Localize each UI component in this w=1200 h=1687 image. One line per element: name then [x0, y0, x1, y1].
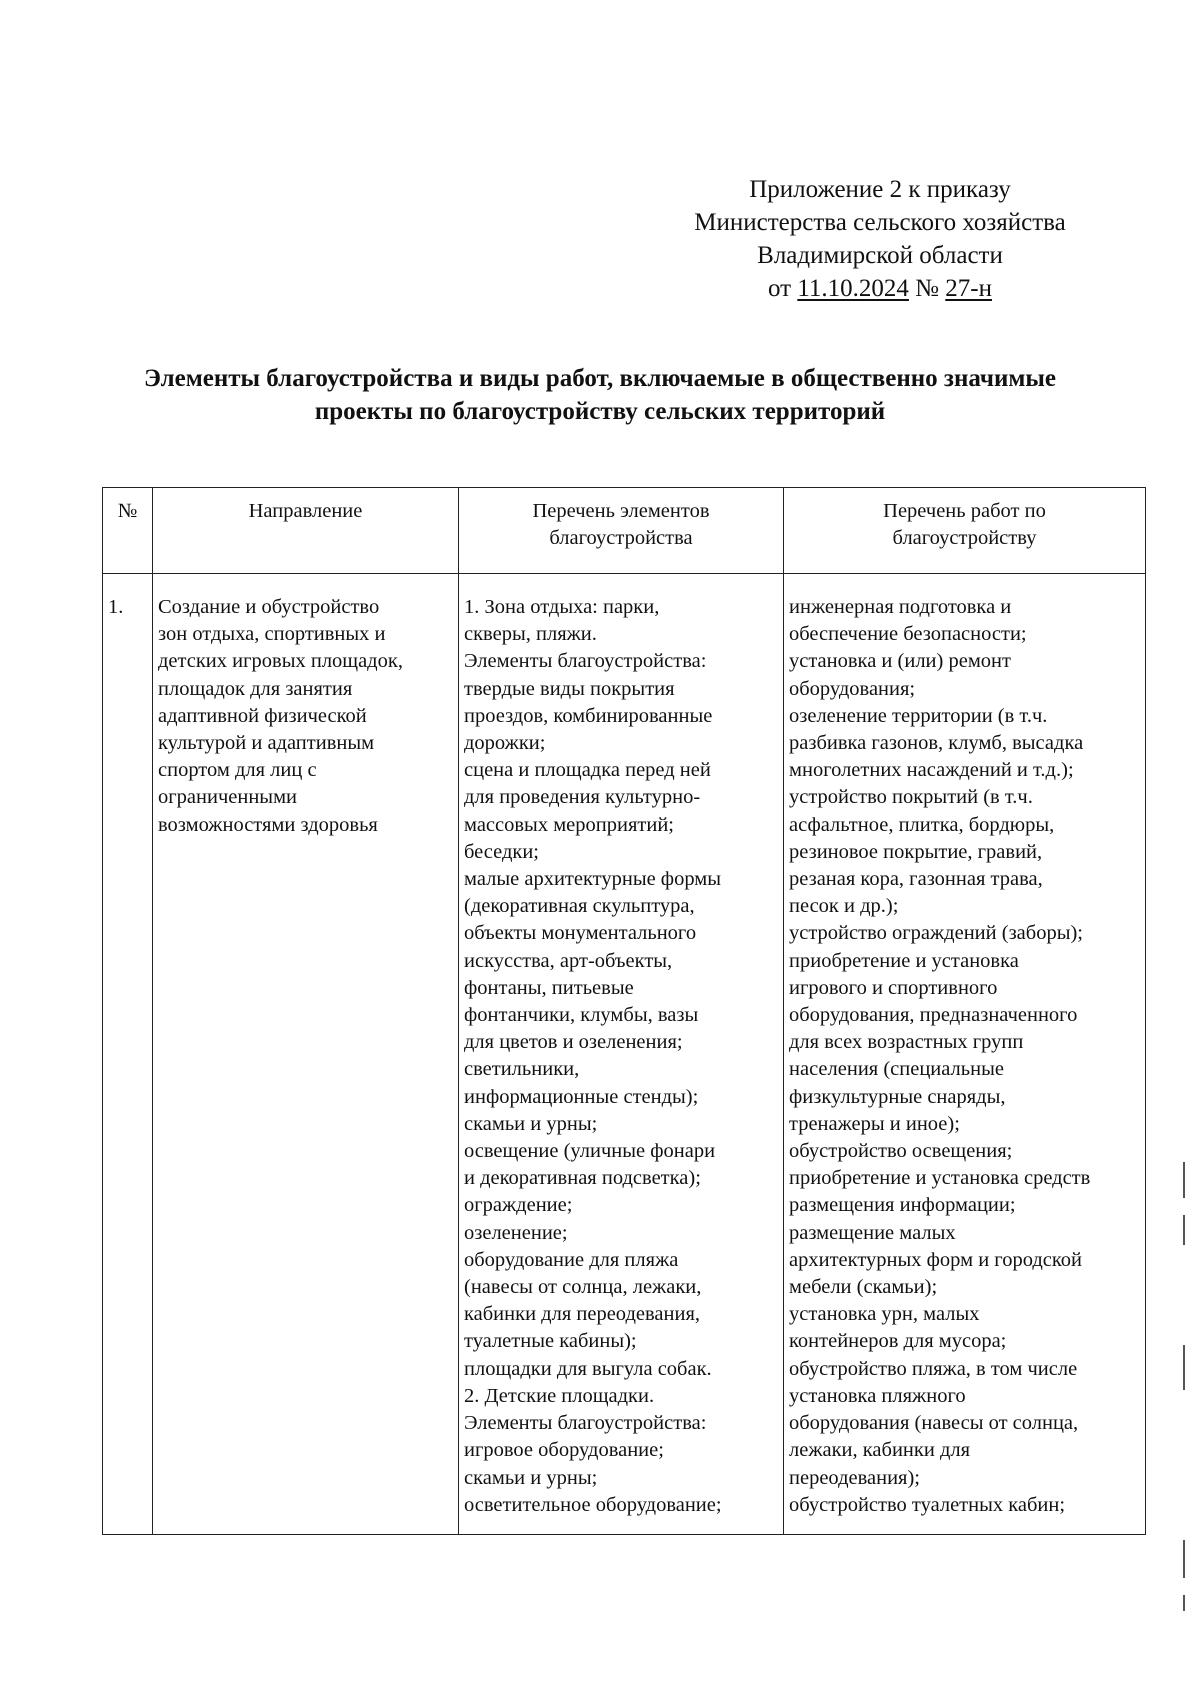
elements-line: скамьи и урны; [464, 1466, 598, 1489]
row-number-cell [103, 574, 153, 1535]
order-number: 27-н [945, 275, 992, 302]
appendix-line-4 [640, 272, 1120, 305]
elements-line: (декоративная скульптура, [464, 895, 695, 918]
header-works [784, 488, 1146, 574]
elements-line: Элементы благоустройства: [464, 1412, 707, 1435]
scan-mark [1183, 1162, 1185, 1198]
elements-line: озеленение; [464, 1221, 568, 1244]
works-line: песок и др.); [789, 895, 899, 918]
works-line: резаная кора, газонная трава, [789, 868, 1043, 891]
header-elements-line-2: благоустройства [549, 527, 693, 550]
elements-line: скверы, пляжи. [464, 623, 597, 646]
elements-line: массовых мероприятий; [464, 813, 674, 836]
works-line: тренажеры и иное); [789, 1112, 960, 1135]
scan-mark [1183, 1595, 1185, 1611]
header-direction: Направление [153, 488, 459, 574]
elements-cell [459, 574, 784, 1535]
direction-line: Создание и обустройство [158, 596, 380, 618]
direction-cell [153, 574, 459, 1535]
direction-line: ограниченными [158, 786, 298, 809]
elements-line: проездов, комбинированные [464, 704, 713, 727]
elements-line: туалетные кабины); [464, 1330, 637, 1353]
direction-line: зон отдыха, спортивных и [158, 623, 386, 646]
works-line: приобретение и установка [789, 949, 1019, 972]
works-line: инженерная подготовка и [789, 596, 1012, 618]
scan-mark [1183, 1540, 1185, 1578]
direction-line: детских игровых площадок, [158, 650, 403, 673]
direction-line: возможностями здоровья [158, 813, 378, 836]
works-line: асфальтное, плитка, бордюры, [789, 813, 1055, 836]
elements-line: сцена и площадка перед ней [464, 759, 711, 782]
works-line: обустройство пляжа, в том числе [789, 1357, 1078, 1380]
elements-line: площадки для выгула собак. [464, 1357, 712, 1380]
elements-line: 1. Зона отдыха: парки, [464, 596, 660, 618]
appendix-line-3: Владимирской области [757, 242, 1003, 269]
elements-line: объекты монументального [464, 922, 697, 945]
order-date: 11.10.2024 [797, 275, 909, 302]
elements-line: для цветов и озеленения; [464, 1031, 683, 1054]
header-elements-line-1: Перечень элементов [532, 500, 710, 522]
works-line: разбивка газонов, клумб, высадка [789, 732, 1084, 755]
elements-line: осветительное оборудование; [464, 1493, 722, 1516]
direction-line: культурой и адаптивным [158, 732, 375, 755]
works-line: приобретение и установка средств [789, 1167, 1091, 1190]
order-date-prefix: от [767, 275, 792, 302]
works-line: устройство ограждений (заборы); [789, 922, 1083, 945]
appendix-header [640, 173, 1120, 305]
row-number: 1. [108, 596, 124, 618]
works-line: контейнеров для мусора; [789, 1330, 1007, 1353]
order-number-sign: № [915, 275, 940, 302]
works-line: игрового и спортивного [789, 976, 998, 999]
header-elements [459, 488, 784, 574]
elements-line: для проведения культурно- [464, 786, 701, 809]
works-line: для всех возрастных групп [789, 1031, 1024, 1054]
elements-line: освещение (уличные фонари [464, 1140, 716, 1163]
elements-line: дорожки; [464, 732, 546, 755]
improvement-table [102, 487, 1146, 1535]
works-line: устройство покрытий (в т.ч. [789, 786, 1033, 809]
works-line: переодевания); [789, 1466, 921, 1489]
elements-line: малые архитектурные формы [464, 868, 722, 891]
works-line: населения (специальные [789, 1058, 1004, 1081]
scan-mark [1183, 1345, 1185, 1390]
works-line: архитектурных форм и городской [789, 1248, 1083, 1271]
elements-line: и декоративная подсветка); [464, 1167, 701, 1190]
works-line: обустройство освещения; [789, 1140, 1013, 1163]
works-line: установка урн, малых [789, 1303, 980, 1326]
elements-line: игровое оборудование; [464, 1439, 664, 1462]
document-title [60, 362, 1140, 428]
works-line: резиновое покрытие, гравий, [789, 840, 1043, 863]
elements-line: 2. Детские площадки. [464, 1384, 655, 1407]
document-title-line-2: проекты по благоустройству сельских территорий [314, 398, 886, 425]
elements-line: информационные стенды); [464, 1085, 699, 1108]
works-line: физкультурные снаряды, [789, 1085, 1006, 1108]
elements-line: скамьи и урны; [464, 1112, 598, 1135]
works-line: размещение малых [789, 1221, 956, 1244]
header-works-line-1: Перечень работ по [883, 500, 1046, 522]
table-row [103, 574, 1146, 1535]
header-works-line-2: благоустройству [892, 527, 1037, 550]
elements-line: ограждение; [464, 1194, 573, 1217]
works-line: обустройство туалетных кабин; [789, 1493, 1066, 1516]
elements-line: Элементы благоустройства: [464, 650, 707, 673]
direction-line: спортом для лиц с [158, 759, 317, 782]
works-line: мебели (скамьи); [789, 1276, 938, 1299]
document-title-line-1: Элементы благоустройства и виды работ, включаемые в общественно значимые [143, 365, 1057, 392]
elements-line: твердые виды покрытия [464, 677, 675, 700]
header-number: № [103, 488, 153, 574]
works-line: оборудования; [789, 677, 916, 700]
elements-line: фонтаны, питьевые [464, 976, 634, 999]
works-line: обеспечение безопасности; [789, 623, 1027, 646]
elements-line: фонтанчики, клумбы, вазы [464, 1004, 699, 1027]
elements-line: светильники, [464, 1058, 580, 1081]
appendix-line-1: Приложение 2 к приказу [749, 176, 1011, 203]
table-header-row [103, 488, 1146, 574]
elements-line: (навесы от солнца, лежаки, [464, 1276, 702, 1299]
works-line: размещения информации; [789, 1194, 1016, 1217]
works-line: установка пляжного [789, 1384, 966, 1407]
elements-line: искусства, арт-объекты, [464, 949, 673, 972]
elements-line: беседки; [464, 840, 540, 863]
works-line: установка и (или) ремонт [789, 650, 1011, 673]
direction-line: площадок для занятия [158, 677, 353, 700]
works-line: оборудования (навесы от солнца, [789, 1412, 1079, 1435]
works-line: лежаки, кабинки для [789, 1439, 971, 1462]
direction-line: адаптивной физической [158, 704, 367, 727]
elements-line: кабинки для переодевания, [464, 1303, 701, 1326]
works-line: оборудования, предназначенного [789, 1004, 1078, 1027]
appendix-line-2: Министерства сельского хозяйства [694, 209, 1066, 236]
scan-mark [1183, 1215, 1185, 1245]
works-line: озеленение территории (в т.ч. [789, 704, 1048, 727]
works-cell [784, 574, 1146, 1535]
works-line: многолетних насаждений и т.д.); [789, 759, 1074, 782]
elements-line: оборудование для пляжа [464, 1248, 679, 1271]
